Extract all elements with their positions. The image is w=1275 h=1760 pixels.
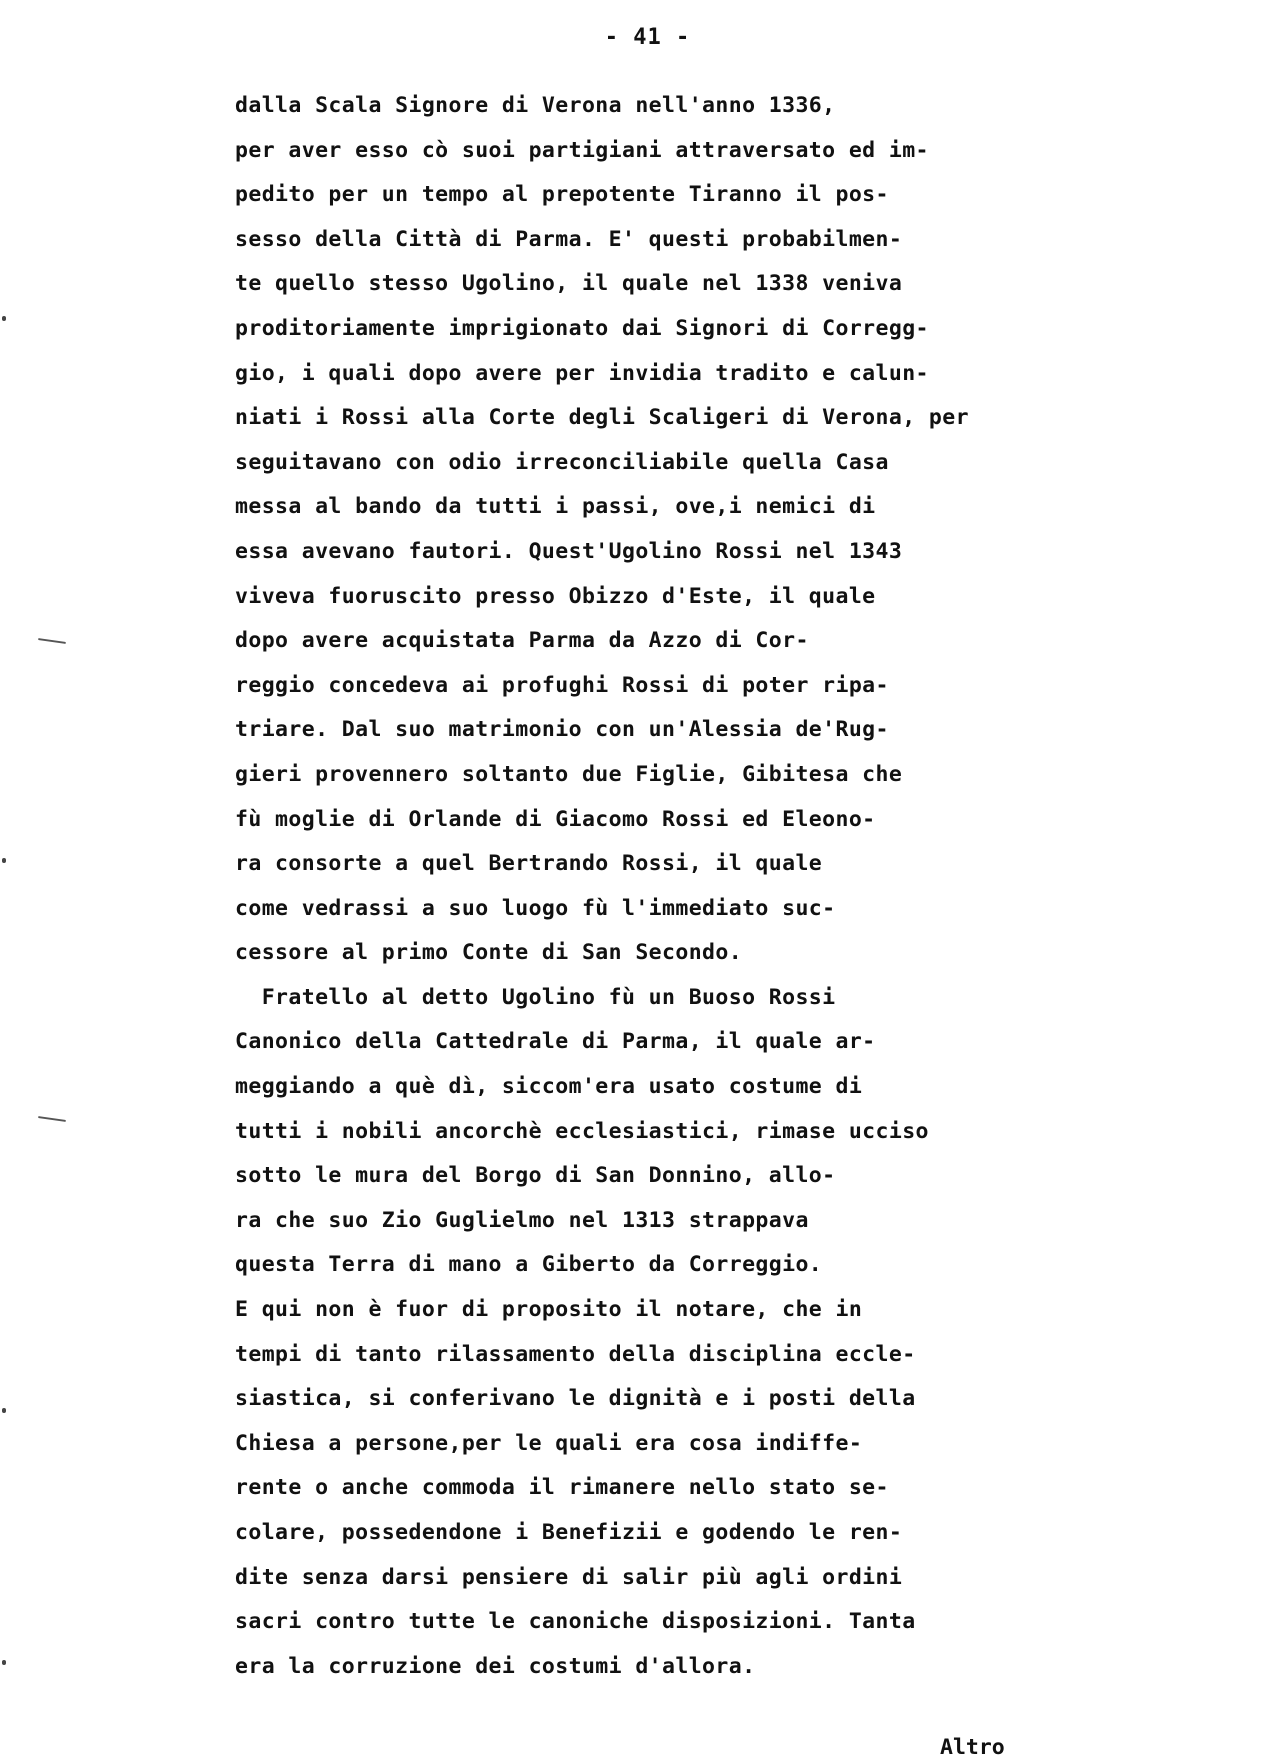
text-line: come vedrassi a suo luogo fù l'immediato suc- (235, 895, 836, 921)
text-line: era la corruzione dei costumi d'allora. (235, 1653, 756, 1679)
text-line: colare, possedendone i Benefizii e godendo le ren- (235, 1520, 903, 1545)
text-line: rente o anche commoda il rimanere nello stato se- (235, 1475, 889, 1501)
text-line: dite senza darsi pensiere di salir più agli ordini (235, 1564, 903, 1590)
text-line: ra consorte a quel Bertrando Rossi, il quale (235, 851, 823, 877)
body-text (235, 84, 1265, 1689)
catchword: Altro (940, 1735, 1005, 1760)
text-line: per aver esso cò suoi partigiani attraversato ed im- (235, 137, 929, 163)
text-line: sotto le mura del Borgo di San Donnino, allo- (235, 1163, 836, 1189)
text-line: tutti i nobili ancorchè ecclesiastici, rimase ucciso (235, 1118, 929, 1144)
text-line: cessore al primo Conte di San Secondo. (235, 940, 743, 966)
margin-mark (2, 858, 6, 863)
margin-mark (38, 638, 66, 644)
text-line: reggio concedeva ai profughi Rossi di poter ripa- (235, 672, 889, 698)
text-line: siastica, si conferivano le dignità e i posti della (235, 1386, 916, 1412)
margin-mark (2, 1660, 6, 1665)
text-line: essa avevano fautori. Quest'Ugolino Rossi nel 1343 (235, 538, 903, 564)
text-line: fù moglie di Orlande di Giacomo Rossi ed Eleono- (235, 806, 876, 832)
margin-mark (2, 1408, 6, 1413)
text-line: ra che suo Zio Guglielmo nel 1313 strappava (235, 1207, 809, 1233)
text-line: dopo avere acquistata Parma da Azzo di Cor- (235, 628, 809, 654)
text-line: niati i Rossi alla Corte degli Scaligeri di Verona, per (235, 405, 969, 431)
text-line: proditoriamente imprigionato dai Signori di Corregg- (235, 315, 929, 341)
text-line: viveva fuoruscito presso Obizzo d'Este, il quale (235, 583, 876, 609)
text-line: dalla Scala Signore di Verona nell'anno 1336, (235, 93, 836, 118)
text-line: tempi di tanto rilassamento della disciplina eccle- (235, 1341, 916, 1367)
text-line: triare. Dal suo matrimonio con un'Alessia de'Rug- (235, 717, 889, 743)
text-line: te quello stesso Ugolino, il quale nel 1338 veniva (235, 271, 903, 297)
text-line: pedito per un tempo al prepotente Tiranno il pos- (235, 182, 889, 208)
text-line: seguitavano con odio irreconciliabile quella Casa (235, 449, 889, 475)
text-line: meggiando a què dì, siccom'era usato costume di (235, 1074, 863, 1100)
margin-mark (2, 316, 6, 321)
text-line: Chiesa a persone,per le quali era cosa indiffe- (235, 1430, 863, 1456)
text-line: gieri provennero soltanto due Figlie, Gibitesa che (235, 761, 903, 787)
text-line: gio, i quali dopo avere per invidia tradito e calun- (235, 360, 929, 386)
text-line: Fratello al detto Ugolino fù un Buoso Rossi (235, 984, 836, 1010)
text-line: sacri contro tutte le canoniche disposizioni. Tanta (235, 1609, 916, 1635)
text-line: E qui non è fuor di proposito il notare, che in (235, 1297, 863, 1323)
page-number-text: - 41 - (604, 25, 691, 50)
margin-mark (38, 1116, 66, 1122)
text-line: messa al bando da tutti i passi, ove,i nemici di (235, 494, 876, 520)
text-line: sesso della Città di Parma. E' questi probabilmen- (235, 226, 903, 252)
page-number (0, 25, 1275, 50)
text-line: questa Terra di mano a Giberto da Correggio. (235, 1252, 823, 1278)
text-line: Canonico della Cattedrale di Parma, il quale ar- (235, 1029, 876, 1055)
